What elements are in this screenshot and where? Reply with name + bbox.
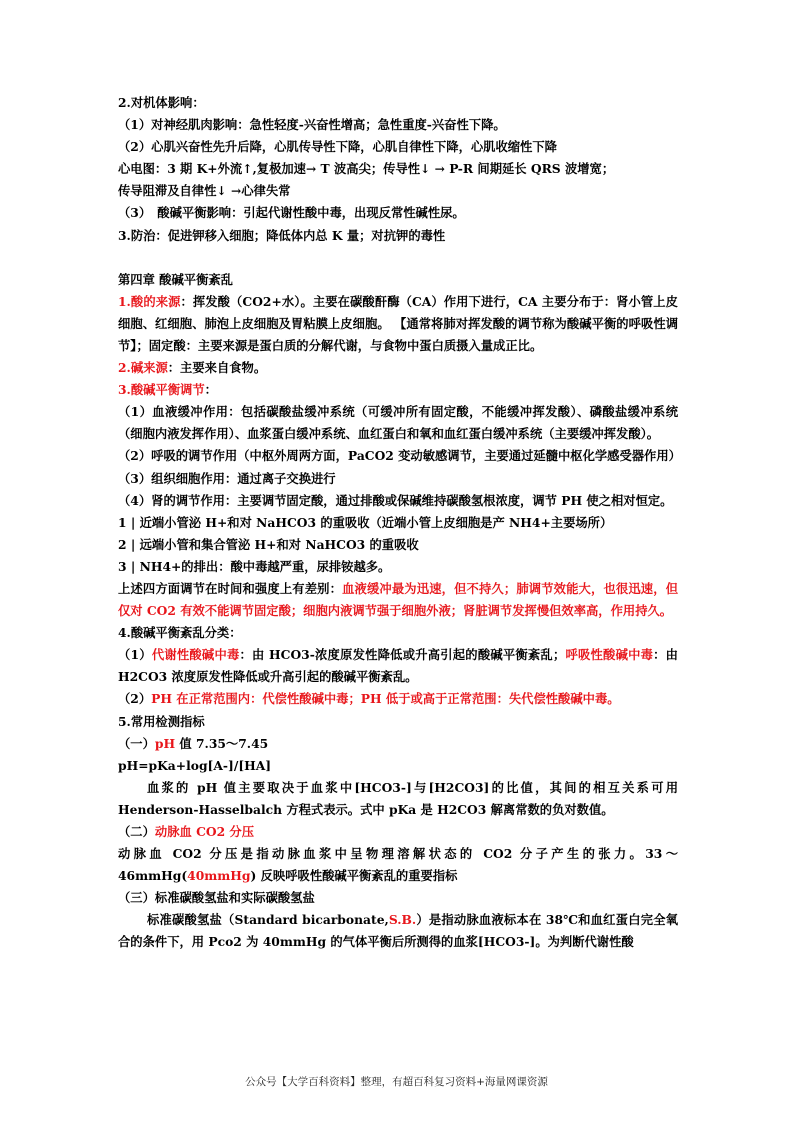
- chapter-title: 第四章 酸碱平衡紊乱: [118, 271, 233, 287]
- c1-respiratory-desc: ：由 H2CO3 浓度原发性降低或升高引起的酸碱平衡紊乱。: [118, 647, 678, 685]
- section-3-treatment: 3.防治：促进钾移入细胞；降低体内总 K 量；对抗钾的毒性: [118, 227, 446, 243]
- classification-2: [118, 688, 678, 710]
- kidney-item-2: 2 | 远端小管和集合管泌 H+和对 NaHCO3 的重吸收: [118, 536, 419, 552]
- p2-number: 2.: [118, 360, 131, 376]
- classification-1: [118, 644, 678, 688]
- ph-paragraph: 血浆的 pH 值主要取决于血浆中[HCO3-]与[H2CO3]的比值，其间的相互关系可用 Henderson-Hasselbalch 方程式表示。式中 pKa 是 H2CO3 解离常数的负对数值。: [118, 779, 678, 817]
- sb-text: 标准碳酸氢盐（Standard bicarbonate,: [147, 912, 389, 928]
- ph-heading: [118, 733, 678, 755]
- regulation-respiration: （2）呼吸的调节作用（中枢外周两方面，PaCO2 变动敏感调节，主要通过延髓中枢化学感受器作用）: [118, 448, 681, 464]
- spacer: [118, 247, 678, 269]
- p3-text: ：: [204, 382, 217, 398]
- co2-label: 动脉血 CO2 分压: [154, 824, 255, 839]
- document-body: [118, 92, 681, 954]
- c1-metabolic: 代谢性酸碱中毒: [151, 647, 240, 663]
- kidney-item-1: 1 | 近端小管泌 H+和对 NaHCO3 的重吸收（近端小管上皮细胞是产 NH4+主要场所）: [118, 514, 613, 530]
- ph-range: 值 7.35～7.45: [175, 735, 269, 751]
- regulation-summary: [118, 578, 678, 622]
- regulation-cell: （3）组织细胞作用：通过离子交换进行: [118, 470, 336, 486]
- sb-abbrev: S.B.: [388, 912, 417, 928]
- ph-prefix: （一）: [118, 735, 155, 751]
- c2-prefix: （2）: [118, 691, 152, 707]
- paragraph-regulation-title: [118, 379, 678, 401]
- page-footer: 公众号【大学百科资料】整理，有超百科复习资料+海量网课资源: [245, 1076, 548, 1088]
- classification-title: 4.酸碱平衡紊乱分类：: [118, 625, 242, 641]
- p3-number: 3.: [118, 382, 131, 398]
- ph-label: pH: [154, 735, 176, 751]
- sb-heading: （三）标准碳酸氢盐和实际碳酸氢盐: [118, 890, 315, 906]
- c1-prefix: （1）: [118, 647, 152, 663]
- s2-line-4: 传导阻滞及自律性↓ →心律失常: [118, 183, 291, 199]
- summary-intro: 上述四方面调节在时间和强度上有差别：: [118, 580, 343, 596]
- s2-line-1: （1）对神经肌肉影响：急性轻度-兴奋性增高；急性重度-兴奋性下降。: [118, 117, 506, 133]
- p1-text: ：挥发酸（CO2+水）。主要在碳酸酐酶（CA）作用下进行，CA 主要分布于：肾小管上皮细胞、红细胞、肺泡上皮细胞及胃粘膜上皮细胞。 【通常将肺对挥发酸的调节称为酸碱平衡的呼吸性调节】；固定酸：主要来源是蛋白质的分解代谢，与食物中蛋白质摄入量成正比。: [118, 293, 678, 353]
- regulation-blood-buffer: （1）血液缓冲作用：包括碳酸盐缓冲系统（可缓冲所有固定酸，不能缓冲挥发酸）、磷酸盐缓冲系统（细胞内液发挥作用）、血浆蛋白缓冲系统、血红蛋白和氧和血红蛋白缓冲系统（主要缓冲挥发酸）。: [118, 404, 678, 442]
- s2-line-5: （3） 酸碱平衡影响：引起代谢性酸中毒，出现反常性碱性尿。: [118, 205, 465, 221]
- co2-text: 动脉血 CO2 分压是指动脉血浆中呈物理溶解状态的 CO2 分子产生的张力。33～46mmHg(: [118, 846, 678, 884]
- paragraph-base-source: [118, 357, 678, 379]
- indicators-title: 5.常用检测指标: [118, 713, 205, 729]
- summary-highlight: 血液缓冲最为迅速，但不持久；肺调节效能大，也很迅速，但仅对 CO2 有效不能调节固定酸；细胞内液调节强于细胞外液；肾脏调节发挥慢但效率高，作用持久。: [118, 580, 678, 619]
- ph-formula: pH=pKa+log[A-]/[HA]: [118, 757, 272, 773]
- co2-paragraph: [118, 843, 678, 887]
- c2-text: PH 在正常范围内：代偿性酸碱中毒；PH 低于或高于正常范围：失代偿性酸碱中毒。: [151, 691, 620, 707]
- sb-text-end: ）是指动脉血液标本在 38℃和血红蛋白完全氧合的条件下，用 Pco2 为 40mmHg 的气体平衡后所测得的血浆[HCO3-]。为判断代谢性酸: [118, 912, 678, 950]
- regulation-kidney: （4）肾的调节作用：主要调节固定酸，通过排酸或保碱维持碳酸氢根浓度，调节 PH 使之相对恒定。: [118, 492, 673, 508]
- s2-line-3: 心电图：3 期 K+外流↑,复极加速→ T 波高尖；传导性↓ → P-R 间期延长 QRS 波增宽；: [118, 161, 615, 177]
- co2-normal: 40mmHg: [187, 868, 251, 884]
- c1-metabolic-desc: ：由 HCO3-浓度原发性降低或升高引起的酸碱平衡紊乱；: [239, 647, 566, 663]
- c1-respiratory: 呼吸性酸碱中毒: [565, 647, 654, 663]
- p1-number: 1.: [118, 293, 131, 309]
- p2-text: ：主要来自食物。: [167, 360, 267, 376]
- sb-paragraph: [118, 909, 678, 953]
- paragraph-acid-source: [118, 291, 678, 357]
- p1-keyword: 酸的来源: [130, 293, 181, 309]
- section-2-title: 2.对机体影响：: [118, 95, 205, 110]
- co2-text-end: ) 反映呼吸性酸碱平衡紊乱的重要指标: [250, 868, 458, 884]
- co2-prefix: （二）: [118, 824, 155, 839]
- s2-line-2: （2）心肌兴奋性先升后降，心肌传导性下降，心肌自律性下降，心肌收缩性下降: [118, 139, 557, 155]
- kidney-item-3: 3 | NH4+的排出：酸中毒越严重，尿排铵越多。: [118, 558, 391, 574]
- co2-heading: [118, 821, 678, 843]
- p3-keyword: 酸碱平衡调节: [130, 382, 205, 398]
- p2-keyword: 碱来源: [130, 360, 168, 376]
